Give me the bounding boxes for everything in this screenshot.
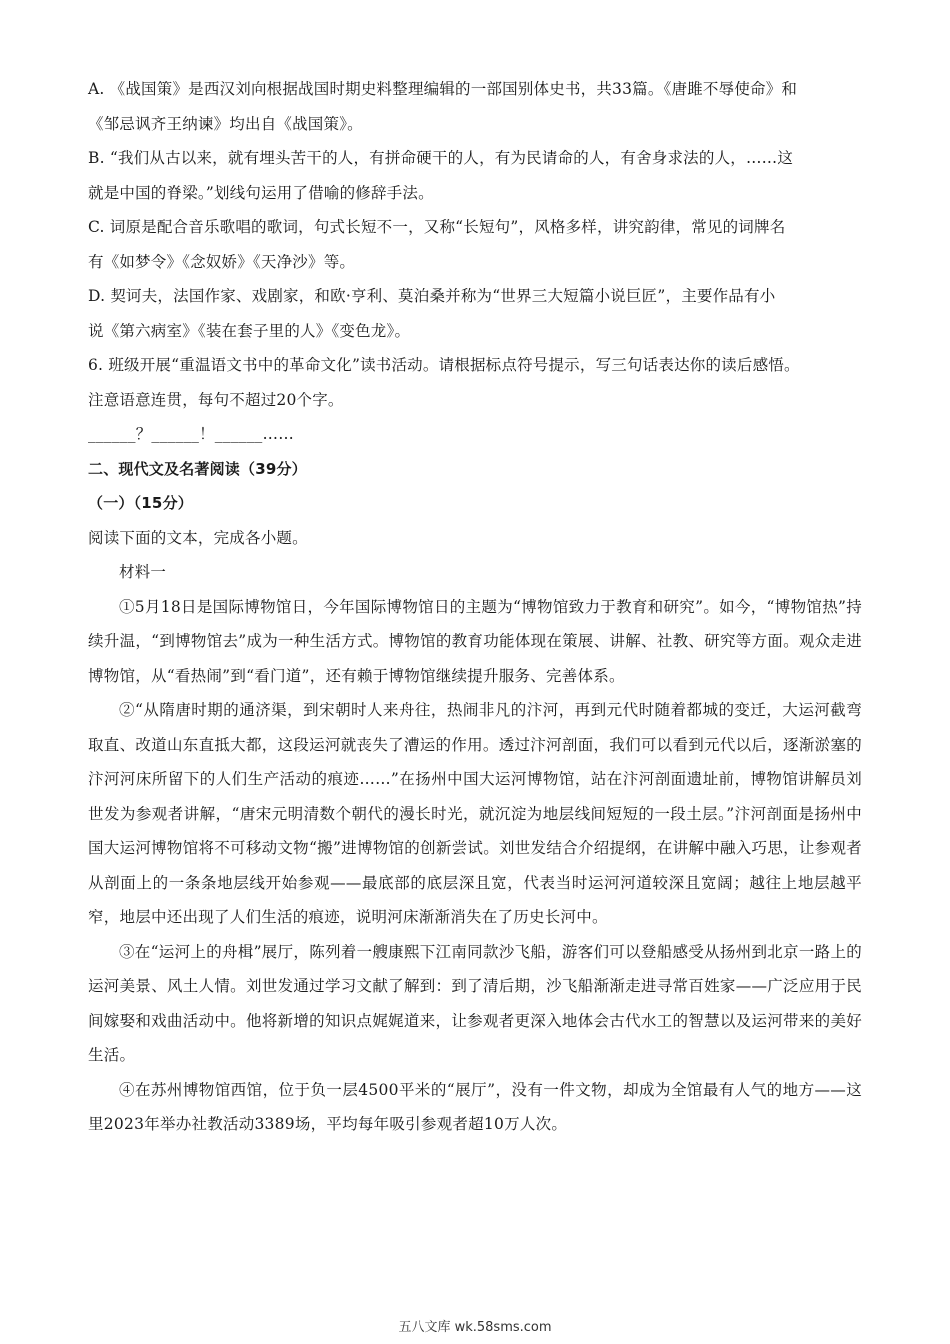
option-a-line-1: A. 《战国策》是西汉刘向根据战国时期史料整理编辑的一部国别体史书，共33篇。《唐雎不辱使命》和 [88, 80, 798, 98]
option-a-line-2: 《邹忌讽齐王纳谏》均出自《战国策》。 [88, 114, 363, 133]
page-footer: 五八文库 wk.58sms.com [398, 1320, 552, 1335]
article-paragraph-1: ①5月18日是国际博物馆日，今年国际博物馆日的主题为“博物馆致力于教育和研究”。如今，“博物馆热”持续升温，“到博物馆去”成为一种生活方式。博物馆的教育功能体现在策展、讲解、社教、研究等方面。观众走进博物馆，从“看热闹”到“看门道”，还有赖于博物馆继续提升服务、完善体系。 [88, 597, 862, 685]
sub-section-heading: （一）（15分） [88, 494, 193, 512]
document-page [88, 72, 862, 1142]
option-c-line-1: C. 词原是配合音乐歌唱的歌词，句式长短不一，又称“长短句”，风格多样，讲究韵律，常见的词牌名 [88, 218, 786, 236]
option-d-line-2: 说《第六病室》《装在套子里的人》《变色龙》。 [88, 321, 411, 340]
option-b-line-2: 就是中国的脊梁。”划线句运用了借喻的修辞手法。 [88, 183, 434, 202]
material-label: 材料一 [119, 563, 167, 581]
question-6-line-1: 6. 班级开展“重温语文书中的革命文化”读书活动。请根据标点符号提示，写三句话表达你的读后感悟。 [88, 356, 800, 374]
reading-instruction: 阅读下面的文本，完成各小题。 [88, 528, 308, 547]
article-paragraph-3: ③在“运河上的舟楫”展厅，陈列着一艘康熙下江南同款沙飞船，游客们可以登船感受从扬州到北京一路上的运河美景、风土人情。刘世发通过学习文献了解到：到了清后期，沙飞船渐渐走进寻常百姓家——广泛应用于民间嫁娶和戏曲活动中。他将新增的知识点娓娓道来，让参观者更深入地体会古代水工的智慧以及运河带来的美好生活。 [88, 942, 862, 1064]
article-paragraph-4: ④在苏州博物馆西馆，位于负一层4500平米的“展厅”，没有一件文物，却成为全馆最有人气的地方——这里2023年举办社教活动3389场，平均每年吸引参观者超10万人次。 [88, 1080, 862, 1133]
section-heading: 二、现代文及名著阅读（39分） [88, 459, 307, 478]
question-6-line-2: 注意语意连贯，每句不超过20个字。 [88, 390, 344, 409]
option-c-line-2: 有《如梦令》《念奴娇》《天净沙》等。 [88, 252, 356, 271]
article-paragraph-2: ②“从隋唐时期的通济渠，到宋朝时人来舟往，热闹非凡的汴河，再到元代时随着都城的变迁，大运河截弯取直、改道山东直抵大都，这段运河就丧失了漕运的作用。透过汴河剖面，我们可以看到元代以后，逐渐淤塞的汴河河床所留下的人们生产活动的痕迹……”在扬州中国大运河博物馆，站在汴河剖面遗址前，博物馆讲解员刘世发为参观者讲解，“唐宋元明清数个朝代的漫长时光，就沉淀为地层线间短短的一段土层。”汴河剖面是扬州中国大运河博物馆将不可移动文物“搬”进博物馆的创新尝试。刘世发结合介绍提纲，在讲解中融入巧思，让参观者从剖面上的一条条地层线开始参观——最底部的底层深且宽，代表当时运河河道较深且宽阔；越往上地层越平窄，地层中还出现了人们生活的痕迹，说明河床渐渐消失在了历史长河中。 [88, 701, 862, 926]
question-6-answer-blanks[interactable]: ______？______！______…… [88, 425, 294, 443]
option-d-line-1: D. 契诃夫，法国作家、戏剧家，和欧·亨利、莫泊桑并称为“世界三大短篇小说巨匠”，主要作品有小 [88, 287, 776, 305]
option-b-line-1: B. “我们从古以来，就有埋头苦干的人，有拼命硬干的人，有为民请命的人，有舍身求法的人，……这 [88, 149, 794, 167]
